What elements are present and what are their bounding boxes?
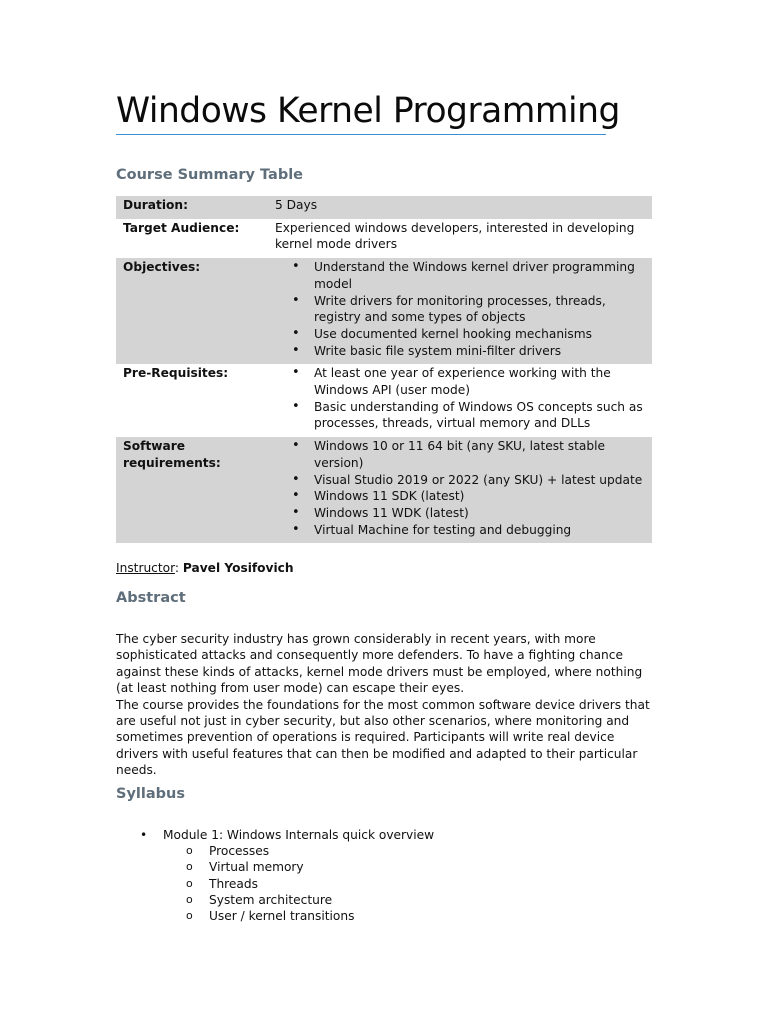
audience-label: Target Audience: [123, 220, 240, 235]
list-item: • Virtual Machine for testing and debugging [275, 522, 646, 539]
table-row-objectives [116, 258, 652, 364]
circle-bullet-icon: o [186, 844, 193, 858]
list-item: o User / kernel transitions [186, 909, 355, 924]
syllabus-heading: Syllabus [116, 786, 185, 802]
list-item: • At least one year of experience working with the Windows API (user mode) [275, 365, 646, 398]
list-item: • Write basic file system mini-filter drivers [275, 343, 646, 360]
list-item: • Visual Studio 2019 or 2022 (any SKU) + latest update [275, 472, 646, 489]
list-item: o Threads [186, 876, 258, 891]
module-item [116, 827, 656, 843]
abstract-paragraph-2: The course provides the foundations for the most common software device drivers that are useful not just in cyber security, but also other scenarios, where monitoring and sometimes prevention of operations is required. Participants will write real device drivers with useful features that can then be modified and adapted to their particular needs. [116, 697, 650, 778]
circle-bullet-icon: o [186, 876, 193, 890]
duration-label: Duration: [116, 196, 268, 219]
abstract-heading: Abstract [116, 590, 186, 606]
audience-value: Experienced windows developers, interested in developing kernel mode drivers [275, 220, 635, 252]
bullet-icon: • [140, 828, 148, 842]
software-label: Software requirements: [116, 437, 268, 543]
table-row-audience [116, 219, 652, 258]
list-item: o System architecture [186, 892, 333, 907]
list-item: • Windows 11 WDK (latest) [275, 505, 646, 522]
syllabus-list [116, 827, 656, 924]
circle-bullet-icon: o [186, 892, 193, 906]
software-list [275, 438, 646, 538]
list-item: • Basic understanding of Windows OS concepts such as processes, threads, virtual memory and DLLs [275, 399, 646, 432]
table-row-duration [116, 196, 652, 219]
abstract-body [116, 631, 656, 779]
prereq-list [275, 365, 646, 432]
duration-value: 5 Days [268, 196, 652, 219]
abstract-paragraph-1: The cyber security industry has grown considerably in recent years, with more sophisticated attacks and consequently more defenders. To have a fighting chance against these kinds of attacks, kernel mode drivers must be employed, where nothing (at least nothing from user mode) can escape their eyes. [116, 632, 643, 696]
circle-bullet-icon: o [186, 860, 193, 874]
objectives-list [275, 259, 646, 359]
list-item: • Write drivers for monitoring processes, threads, registry and some types of objects [275, 293, 646, 326]
instructor-label: Instructor [116, 561, 175, 575]
document-title: Windows Kernel Programming [116, 88, 606, 135]
table-row-prereq [116, 364, 652, 437]
list-item: • Use documented kernel hooking mechanisms [275, 326, 646, 343]
table-row-software [116, 437, 652, 543]
list-item: o Virtual memory [186, 860, 304, 875]
circle-bullet-icon: o [186, 909, 193, 923]
course-summary-table [116, 196, 652, 543]
module-title: Module 1: Windows Internals quick overview [163, 828, 435, 842]
prereq-label: Pre-Requisites: [123, 366, 229, 381]
list-item: • Windows 10 or 11 64 bit (any SKU, latest stable version) [275, 438, 646, 471]
instructor-line: Instructor: Pavel Yosifovich [116, 561, 294, 575]
list-item: o Processes [186, 844, 270, 859]
instructor-name: Pavel Yosifovich [182, 561, 294, 575]
list-item: • Understand the Windows kernel driver programming model [275, 259, 646, 292]
objectives-label: Objectives: [116, 258, 268, 364]
summary-heading: Course Summary Table [116, 167, 303, 183]
list-item: • Windows 11 SDK (latest) [275, 488, 646, 505]
